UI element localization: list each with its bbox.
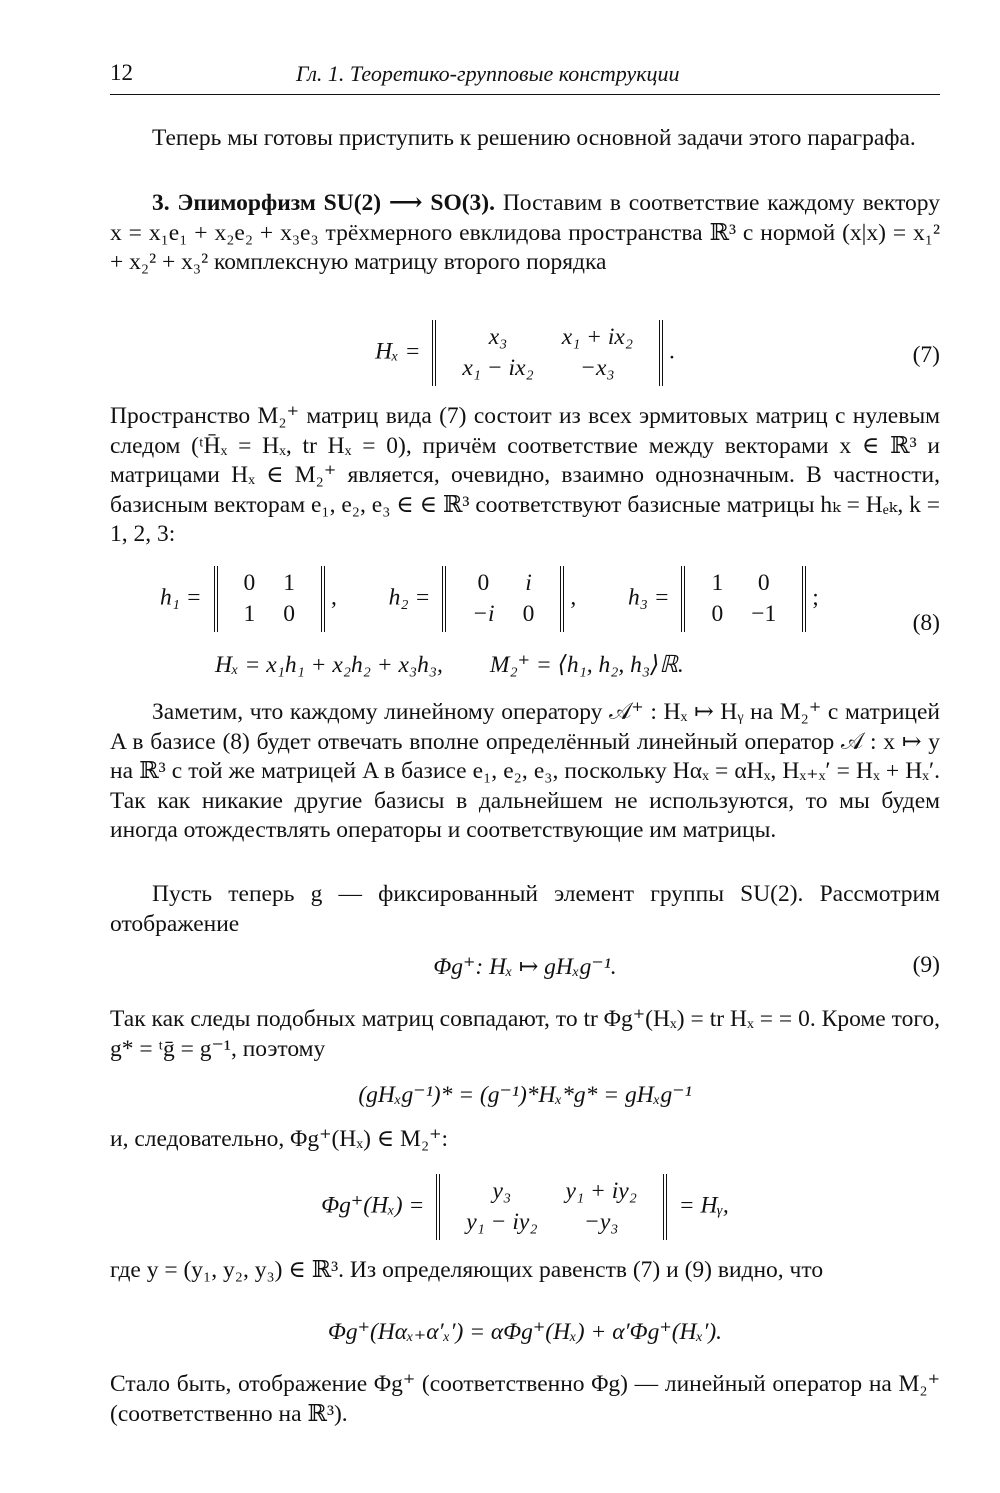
eq8-h2-matrix	[442, 566, 564, 632]
h2-m21: −i	[472, 601, 495, 627]
h2-m22: 0	[522, 601, 535, 627]
eq7-matrix	[432, 320, 663, 386]
h3-m21: 0	[711, 601, 724, 627]
eq9-text: Φg⁺: Hₓ ↦ gHₓg⁻¹.	[433, 954, 617, 980]
equation-7	[110, 320, 940, 386]
eq12-text: Φg⁺(Hαₓ₊α′ₓ′) = αΦg⁺(Hₓ) + α′Φg⁺(Hₓ′).	[327, 1319, 723, 1345]
paragraph-group-element: Пусть теперь g — фиксированный элемент группы SU(2). Рассмотрим отображение	[110, 881, 940, 937]
eq11-m21: y₁ − iy₂	[466, 1209, 538, 1235]
paragraph-traces: Так как следы подобных матриц совпадают, то tr Φg⁺(Hₓ) = tr Hₓ = = 0. Кроме того, g* = ᵗḡ = g⁻¹, поэтому	[110, 1006, 940, 1062]
h3-m12: 0	[757, 570, 770, 596]
h3-m22: −1	[751, 601, 777, 627]
paragraph-intro: Теперь мы готовы приступить к решению основной задачи этого параграфа.	[152, 125, 916, 151]
h3-m11: 1	[711, 570, 724, 596]
eq11-rhs: = Hᵧ,	[678, 1192, 729, 1219]
h2-m11: 0	[477, 570, 490, 596]
h1-m12: 1	[283, 570, 296, 596]
page-number: 12	[110, 60, 133, 85]
eq7-label: (7)	[912, 342, 940, 368]
eq8-h2: h₂ =	[388, 584, 431, 611]
eq8-sep1: ,	[331, 584, 337, 611]
h2-m12: i	[525, 570, 532, 596]
section-heading: 3. Эпиморфизм SU(2) ⟶ SO(3).	[152, 190, 496, 216]
eq7-m12: x₁ + ix₂	[561, 324, 634, 350]
equation-8	[110, 566, 940, 678]
eq7-m11: x₃	[488, 324, 508, 350]
eq11-matrix	[436, 1174, 667, 1240]
h1-m21: 1	[243, 601, 256, 627]
eq7-lhs: Hₓ =	[375, 338, 421, 365]
paragraph-where-y: где y = (y₁, y₂, y₃) ∈ ℝ³. Из определяющих равенств (7) и (9) видно, что	[110, 1257, 824, 1283]
eq8-label: (8)	[912, 610, 940, 636]
paragraph-operators: Заметим, что каждому линейному оператору 𝒜⁺ : Hₓ ↦ Hᵧ на M₂⁺ с матрицей A в базисе (8) будет отвечать вполне определённый линейный оператор 𝒜 : x ↦ y на ℝ³ с той же матрицей A в базисе e₁, e₂, e₃, поскольку Hαₓ = αHₓ, Hₓ₊ₓ′ = Hₓ + Hₓ′. Так как никакие другие базисы в дальнейшем не используются, то мы будем иногда отождествлять операторы и соответствующие им матрицы.	[110, 699, 940, 843]
h1-m11: 0	[243, 570, 256, 596]
eq9-label: (9)	[912, 952, 940, 978]
eq11-m12: y₁ + iy₂	[565, 1178, 637, 1204]
eq8-matrices	[160, 566, 880, 632]
paragraph-conclusion: Стало быть, отображение Φg⁺ (соответственно Φg) — линейный оператор на M₂⁺ (соответственно на ℝ³).	[110, 1371, 940, 1427]
paragraph-hermitian: Пространство M₂⁺ матриц вида (7) состоит из всех эрмитовых матриц с нулевым следом (ᵗH̄ₓ = Hₓ, tr Hₓ = 0), причём соответствие между векторами x ∈ ℝ³ и матрицами Hₓ ∈ M₂⁺ является, очевидно, взаимно однозначным. В частности, базисным векторам e₁, e₂, e₃ ∈ ∈ ℝ³ соответствуют базисные матрицы hₖ = Hₑₖ, k = 1, 2, 3:	[110, 403, 940, 547]
eq8-line2: Hₓ = x₁h₁ + x₂h₂ + x₃h₃, M₂⁺ = ⟨h₁, h₂, h₃⟩ℝ.	[215, 652, 684, 678]
eq7-m22: −x₃	[580, 355, 615, 381]
section-3-paragraph	[110, 189, 940, 278]
eq7-tail: .	[669, 338, 675, 365]
equation-9	[110, 952, 940, 981]
running-title: Гл. 1. Теоретико-групповые конструкции	[296, 61, 680, 86]
paragraph-therefore: и, следовательно, Φg⁺(Hₓ) ∈ M₂⁺:	[110, 1126, 449, 1152]
h1-m22: 0	[283, 601, 296, 627]
eq11-lhs: Φg⁺(Hₓ) =	[321, 1192, 425, 1219]
eq8-h1: h₁ =	[160, 584, 202, 611]
equation-phi-matrix	[110, 1174, 940, 1240]
page-header	[110, 60, 940, 95]
section-3-text: Поставим в соответствие каждому вектору x = x₁e₁ + x₂e₂ + x₃e₃ трёхмерного евклидова пространства ℝ³ с нормой (x|x) = x₁² + x₂² + x₃² комплексную матрицу второго порядка	[110, 190, 940, 275]
eq8-sep2: ,	[570, 584, 577, 611]
eq8-h3-matrix	[681, 566, 806, 632]
eq11-m22: −y₃	[583, 1209, 619, 1235]
eq8-sep3: ;	[812, 584, 819, 611]
equation-adjoint	[110, 1080, 940, 1109]
equation-linearity	[110, 1317, 940, 1346]
book-page	[110, 0, 940, 1493]
eq11-m11: y₃	[492, 1178, 512, 1204]
eq8-h3: h₃ =	[627, 584, 670, 611]
eq10-text: (gHₓg⁻¹)* = (g⁻¹)*Hₓ*g* = gHₓg⁻¹	[358, 1082, 692, 1108]
eq7-m21: x₁ − ix₂	[462, 355, 534, 381]
eq8-h1-matrix	[214, 566, 326, 632]
